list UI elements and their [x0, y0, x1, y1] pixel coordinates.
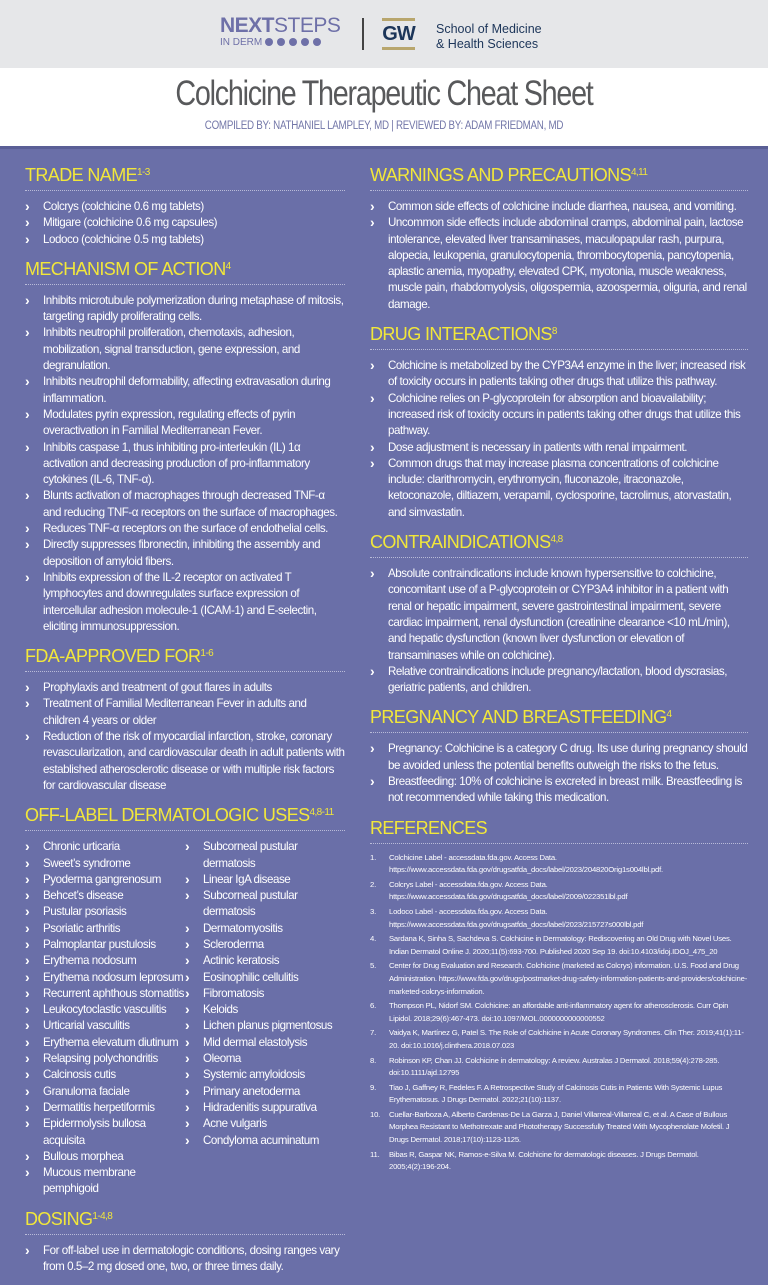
gw-logo: GW: [382, 18, 415, 50]
divider: [0, 146, 768, 149]
list-item: › Colchicine relies on P-glycoprotein for absorption and bioavailability; increased risk of toxicity occurs in patients taking other drugs that utilize this pathway.: [370, 391, 748, 440]
page-title: Colchicine Therapeutic Cheat Sheet: [175, 74, 593, 113]
section-interactions: [370, 323, 748, 521]
section-heading: FDA-APPROVED FOR$^{1-6}$: [25, 645, 345, 672]
list-item: › Relapsing polychondritis: [25, 1051, 185, 1067]
list-item: › Systemic amyloidosis: [185, 1067, 345, 1083]
section-references: [370, 817, 748, 1176]
list-item: › Granuloma faciale: [25, 1084, 185, 1100]
reference-item: 3. Lodoco Label - accessdata.fda.gov. Access Data. https://www.accessdata.fda.gov/drugsatfda_docs/label/2023/215727s000lbl.pdf: [370, 906, 644, 929]
list-item: › Lichen planus pigmentosus: [185, 1018, 345, 1034]
list-item: › Linear IgA disease: [185, 872, 345, 888]
list-item: › Oleoma: [185, 1051, 345, 1067]
section-pregnancy: [370, 706, 748, 806]
list-item: › Common drugs that may increase plasma concentrations of colchicine include: clarithromycin, erythromycin, fluconazole, itraconazole, ketoconazole, diltiazem, verapamil, cyclosporine, tacrolimus, atorvastatin, and simvastatin.: [370, 456, 748, 521]
list-item: › Reduction of the risk of myocardial infarction, stroke, coronary revascularization, and cardiovascular death in adult patients with established atherosclerotic disease or with multiple risk factors for cardiovascular disease: [25, 729, 345, 794]
reference-item: 10. Cuellar-Barboza A, Alberto Cardenas-De La Garza J, Daniel Villarreal-Villarreal C, et al. A Case of Bullous Morphea Resistant to Methotrexate and Phototherapy Successfully Treated With Mycophenolate Mofetil. J Drugs Dermatol. 2018;17(10):1123-1125.: [370, 1109, 730, 1145]
list-item: › Behcet’s disease: [25, 888, 185, 904]
section-heading: CONTRAINDICATIONS$^{4,8}$: [370, 531, 748, 558]
reference-item: 7. Vaidya K, Martínez G, Patel S. The Role of Colchicine in Acute Coronary Syndromes. Clin Ther. 2019;41(1):11-20. doi:10.1016/j.clinthera.2018.07.023: [370, 1028, 744, 1050]
list-item: › Relative contraindications include pregnancy/lactation, blood dyscrasias, geriatric patients, and children.: [370, 664, 748, 697]
section-fda-approved: [25, 645, 345, 794]
reference-item: 6. Thompson PL, Nidorf SM. Colchicine: an affordable anti-inflammatory agent for atherosclerosis. Curr Opin Lipidol. 2018;29(6):467-473. doi:10.1097/MOL.0000000000000552: [370, 1001, 729, 1023]
list-item: › Epidermolysis bullosa acquisita: [25, 1116, 185, 1149]
list-item: › Recurrent aphthous stomatitis: [25, 986, 185, 1002]
list-item: › Dose adjustment is necessary in patients with renal impairment.: [370, 440, 748, 456]
list-item: › Inhibits neutrophil deformability, affecting extravasation during inflammation.: [25, 374, 345, 407]
list-item: › Inhibits neutrophil proliferation, chemotaxis, adhesion, mobilization, signal transduction, gene expression, and degranulation.: [25, 325, 345, 374]
list-item: › Mucous membrane pemphigoid: [25, 1165, 185, 1198]
section-trade-name: [25, 164, 345, 248]
list-item: › Sweet’s syndrome: [25, 856, 185, 872]
list-item: › Reduces TNF-α receptors on the surface of endothelial cells.: [25, 521, 345, 537]
list-item: › Mitigare (colchicine 0.6 mg capsules): [25, 215, 345, 231]
section-heading: OFF-LABEL DERMATOLOGIC USES$^{4,8-11}$: [25, 804, 345, 831]
list-item: › Palmoplantar pustulosis: [25, 937, 185, 953]
reference-item: 1. Colchicine Label - accessdata.fda.gov. Access Data. https://www.accessdata.fda.gov/drugsatfda_docs/label/2023/204820Orig1s004lbl.pdf.: [370, 852, 663, 875]
list-item: › Treatment of Familial Mediterranean Fever in adults and children 4 years or older: [25, 696, 345, 729]
list-item: › Directly suppresses fibronectin, inhibiting the assembly and deposition of amyloid fibers.: [25, 537, 345, 570]
list-item: › Inhibits caspase 1, thus inhibiting pro-interleukin (IL) 1α activation and decreasing production of pro-inflammatory cytokines (IL-6, TNF-α).: [25, 440, 345, 489]
list-item: › Prophylaxis and treatment of gout flares in adults: [25, 680, 345, 696]
list-item: › Absolute contraindications include known hypersensitive to colchicine, concomitant use of a P-glycoprotein or CYP3A4 inhibitor in a patient with renal or hepatic impairment, severe gastrointestinal impairment, severe cardiac impairment, renal dysfunction (creatinine clearance <10 mL/min), and hepatic dysfunction (known liver dysfunction or elevation of transaminases while on colchicine).: [370, 566, 748, 664]
list-item: › Common side effects of colchicine include diarrhea, nausea, and vomiting.: [370, 199, 748, 215]
list-item: › Urticarial vasculitis: [25, 1018, 185, 1034]
section-dosing: [25, 1208, 345, 1276]
list-item: › Acne vulgaris: [185, 1116, 345, 1132]
list-item: › Pyoderma gangrenosum: [25, 872, 185, 888]
section-heading: MECHANISM OF ACTION$^4$: [25, 258, 345, 285]
list-item: › Eosinophilic cellulitis: [185, 970, 345, 986]
credit-line: COMPILED BY: NATHANIEL LAMPLEY, MD | REVIEWED BY: ADAM FRIEDMAN, MD: [204, 120, 564, 132]
section-heading: DRUG INTERACTIONS$^8$: [370, 323, 748, 350]
list-item: › Breastfeeding: 10% of colchicine is excreted in breast milk. Breastfeeding is not recommended while taking this medication.: [370, 774, 748, 807]
reference-item: 11. Bibas R, Gaspar NK, Ramos-e-Silva M. Colchicine for dermatologic diseases. J Drugs Dermatol. 2005;4(2):196-204.: [370, 1149, 699, 1172]
list-item: › Colcrys (colchicine 0.6 mg tablets): [25, 199, 345, 215]
list-item: › Leukocytoclastic vasculitis: [25, 1002, 185, 1018]
reference-item: 5. Center for Drug Evaluation and Research. Colchicine (marketed as Colcrys) information. U.S. Food and Drug Administration. https://www.fda.gov/drugs/postmarket-drug-safety-information-patients-and-providers/colchicine-marketed-colcrys-information.: [370, 961, 748, 996]
header-band: [0, 0, 768, 68]
list-item: › Chronic urticaria: [25, 839, 185, 855]
list-item: › Scleroderma: [185, 937, 345, 953]
list-item: › Erythema nodosum: [25, 953, 185, 969]
reference-item: 8. Robinson KP, Chan JJ. Colchicine in dermatology: A review. Australas J Dermatol. 2018;59(4):278-285. doi:10.1111/ajd.12795: [370, 1055, 720, 1078]
list-item: › Erythema nodosum leprosum: [25, 970, 185, 986]
list-item: › Lodoco (colchicine 0.5 mg tablets): [25, 232, 345, 248]
list-item: › Primary anetoderma: [185, 1084, 345, 1100]
reference-item: 2. Colcrys Label - accessdata.fda.gov. Access Data. https://www.accessdata.fda.gov/drugsatfda_docs/label/2009/022351lbl.pdf: [370, 879, 628, 902]
list-item: › Keloids: [185, 1002, 345, 1018]
list-item: › Hidradenitis suppurativa: [185, 1100, 345, 1116]
list-item: › Uncommon side effects include abdominal cramps, abdominal pain, lactose intolerance, elevated liver transaminases, maculopapular rash, purpura, alopecia, leukopenia, granulocytopenia, thrombocytopenia, pancytopenia, aplastic anemia, myopathy, elevated CPK, myotonia, muscle weakness, muscle pain, rhabdomyolysis, oligospermia, azoospermia, oliguria, and renal damage.: [370, 215, 748, 313]
list-item: › Inhibits expression of the IL-2 receptor on activated T lymphocytes and downregulates surface expression of intercellular adhesion molecule-1 (ICAM-1) and E-selectin, eliciting immunosuppression.: [25, 570, 345, 635]
nextsteps-logo: NEXTSTEPS IN DERM: [220, 14, 341, 48]
reference-item: 9. Tiao J, Gaffney R, Fedeles F. A Retrospective Study of Calcinosis Cutis in Patients With Systemic Lupus Erythematosus. J Drugs Dermatol. 2022;21(10):1137.: [370, 1082, 723, 1105]
section-heading: DOSING$^{1-4,8}$: [25, 1208, 345, 1235]
list-item: › Fibromatosis: [185, 986, 345, 1002]
list-item: › Bullous morphea: [25, 1149, 185, 1165]
section-mechanism: [25, 258, 345, 635]
list-item: › Pregnancy: Colchicine is a category C drug. Its use during pregnancy should be avoided unless the potential benefits outweigh the risks to the fetus.: [370, 741, 748, 774]
list-item: › Colchicine is metabolized by the CYP3A4 enzyme in the liver; increased risk of toxicity occurs in patients taking other drugs that utilize this pathway.: [370, 358, 748, 391]
list-item: › Blunts activation of macrophages through decreased TNF-α and reducing TNF-α receptors on the surface of macrophages.: [25, 488, 345, 521]
list-item: › Erythema elevatum diutinum: [25, 1035, 185, 1051]
section-heading: REFERENCES: [370, 817, 748, 844]
list-item: › Condyloma acuminatum: [185, 1133, 345, 1149]
section-warnings: [370, 164, 748, 313]
list-item: › Pustular psoriasis: [25, 904, 185, 920]
list-item: › Calcinosis cutis: [25, 1067, 185, 1083]
list-item: › Mid dermal elastolysis: [185, 1035, 345, 1051]
list-item: › Psoriatic arthritis: [25, 921, 185, 937]
list-item: › Modulates pyrin expression, regulating effects of pyrin overactivation in Familial Mediterranean Fever.: [25, 407, 345, 440]
reference-item: 4. Sardana K, Sinha S, Sachdeva S. Colchicine in Dermatology: Rediscovering an Old Drug with Novel Uses. Indian Dermatol Online J. 2020;11(5):693-700. Published 2020 Sep 19. doi:10.4103/idoj.IDOJ_475_20: [370, 934, 732, 956]
school-name: School of Medicine & Health Sciences: [436, 22, 542, 51]
right-column: [370, 164, 748, 1186]
list-item: › Subcorneal pustular dermatosis: [185, 839, 345, 872]
section-off-label: [25, 804, 345, 1198]
list-item: › Actinic keratosis: [185, 953, 345, 969]
section-heading: TRADE NAME$^{1-3}$: [25, 164, 345, 191]
section-contraindications: [370, 531, 748, 696]
left-column: [25, 164, 345, 1285]
list-item: › Inhibits microtubule polymerization during metaphase of mitosis, targeting rapidly proliferating cells.: [25, 293, 345, 326]
logo-divider: [362, 18, 364, 50]
section-heading: PREGNANCY AND BREASTFEEDING$^4$: [370, 706, 748, 733]
list-item: › For off-label use in dermatologic conditions, dosing ranges vary from 0.5–2 mg dosed one, two, or three times daily.: [25, 1243, 345, 1276]
list-item: › Dermatomyositis: [185, 921, 345, 937]
section-heading: WARNINGS AND PRECAUTIONS$^{4,11}$: [370, 164, 748, 191]
list-item: › Subcorneal pustular dermatosis: [185, 888, 345, 921]
list-item: › Dermatitis herpetiformis: [25, 1100, 185, 1116]
